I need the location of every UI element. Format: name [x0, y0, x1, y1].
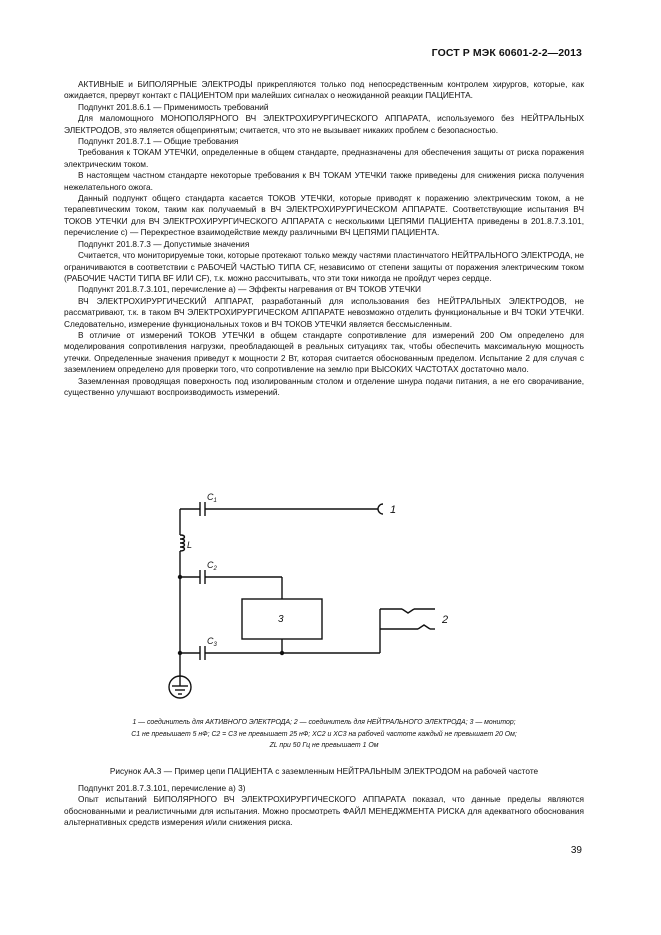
paragraph: Требования к ТОКАМ УТЕЧКИ, определенные в общем стандарте, предназначены для обеспечения защиты от риска поражения электрическим током. — [64, 147, 584, 169]
subclause-heading: Подпункт 201.8.7.1 — Общие требования — [78, 136, 239, 147]
inductor-symbol — [180, 535, 185, 551]
body-text — [64, 79, 584, 398]
connector-2-label: 2 — [442, 614, 449, 626]
connector-2-contact — [402, 609, 414, 613]
paragraph: Заземленная проводящая поверхность под изолированным столом и отделение шнура подачи питания, а не его сворачивание, существенно улучшают воспроизводимость измерений. — [64, 375, 584, 397]
figure-note-line: C1 не превышает 5 нФ; C2 = C3 не превышает 25 нФ; XC2 и XC3 на рабочей частоте каждый не превышает 20 Ом; — [131, 730, 517, 738]
c2-label: $C_2$ — [207, 560, 217, 572]
connector-1-symbol — [378, 504, 383, 514]
body-text-continued — [64, 783, 584, 829]
circuit-figure — [150, 487, 480, 707]
inductor-label: L — [187, 540, 193, 550]
junction-node — [178, 575, 182, 579]
paragraph: Считается, что мониторируемые токи, которые протекают только между частями пластинчатого НЕЙТРАЛЬНОГО ЭЛЕКТРОДА, не ограничиваются в соответствии с РАБОЧЕЙ ЧАСТЬЮ ТИПА CF, независимо от степени защиты от поражения электрическим током (РАБОЧИЕ ЧАСТИ ТИПА BF ИЛИ CF), т.к. можно рассчитывать, что эти токи никогда не пройдут через сердце. — [64, 250, 584, 283]
page-number: 39 — [570, 845, 582, 856]
paragraph: В настоящем частном стандарте некоторые требования к ВЧ ТОКАМ УТЕЧКИ также приведены для снижения риска получения нежелательного ожога. — [64, 170, 584, 192]
connector-2-contact — [418, 625, 430, 629]
c3-label: $C_3$ — [207, 636, 217, 648]
subclause-heading: Подпункт 201.8.7.3 — Допустимые значения — [78, 238, 250, 249]
junction-node — [178, 651, 182, 655]
monitor-label: 3 — [278, 614, 284, 625]
figure-note — [64, 717, 584, 752]
circuit-diagram — [150, 487, 480, 707]
subclause-heading: Подпункт 201.8.7.3.101, перечисление а) 3) — [78, 783, 246, 793]
paragraph: Данный подпункт общего стандарта касается ТОКОВ УТЕЧКИ, которые приводят к поражению электрическим током, а не терапевтическим током, таким как получаемый в ВЧ ЭЛЕКТРОХИРУРГИЧЕСКОМ АППАРАТЕ. Соответствующие испытания ВЧ ТОКОВ УТЕЧКИ для ВЧ ЭЛЕКТРОХИРУРГИЧЕСКОГО АППАРАТА с несколькими ЦЕПЯМИ ПАЦИЕНТА приведены в 201.8.7.3.101, перечисление с) — Перекрестное взаимодействие между различными ВЧ ЦЕПЯМИ ПАЦИЕНТА. — [64, 193, 584, 238]
paragraph: АКТИВНЫЕ и БИПОЛЯРНЫЕ ЭЛЕКТРОДЫ прикрепляются только под непосредственным контролем хирургов, которые, как ожидается, прервут контакт с ПАЦИЕНТОМ при малейших сигналах о неожиданной реакции ПАЦИЕНТА. — [64, 79, 584, 101]
figure-title: Рисунок АА.3 — Пример цепи ПАЦИЕНТА с заземленным НЕЙТРАЛЬНЫМ ЭЛЕКТРОДОМ на рабочей частоте — [109, 766, 539, 776]
paragraph: Опыт испытаний БИПОЛЯРНОГО ВЧ ЭЛЕКТРОХИРУРГИЧЕСКОГО АППАРАТА показал, что данные пределы являются обоснованными и реалистичными для испытания. Можно просмотреть ФАЙЛ МЕНЕДЖМЕНТА РИСКА для адекватного обоснования альтернативных средств измерения и/или снижения риска. — [64, 794, 584, 828]
paragraph: Для маломощного МОНОПОЛЯРНОГО ВЧ ЭЛЕКТРОХИРУРГИЧЕСКОГО АППАРАТА, используемого без НЕЙТРАЛЬНЫХ ЭЛЕКТРОДОВ, это является общепринятым; считается, что это не вызывает никаких проблем с безопасностью. — [64, 113, 584, 135]
document-header: ГОСТ Р МЭК 60601-2-2—2013 — [431, 47, 582, 59]
paragraph: В отличие от измерений ТОКОВ УТЕЧКИ в общем стандарте сопротивление для измерений 200 Ом определено для моделирования сопротивления нагрузки, преобладающей в реальных ситуациях так, чтобы обеспечить максимальную мощность утечки. Определенные значения приведут к мощности 2 Вт, которая считается обоснованным пределом. Испытание 2 для случая с заземлением определено для проверки того, что сопротивление на землю при ВЫСОКИХ ЧАСТОТАХ достаточно мало. — [64, 329, 584, 375]
paragraph: ВЧ ЭЛЕКТРОХИРУРГИЧЕСКИЙ АППАРАТ, разработанный для использования без НЕЙТРАЛЬНЫХ ЭЛЕКТРОДОВ, не рассматривают, т.к. в таком ВЧ ЭЛЕКТРОХИРУРГИЧЕСКОМ АППАРАТЕ невозможно отделить функциональные и ВЧ ТОКИ УТЕЧКИ. Следовательно, измерение функциональных токов и ВЧ ТОКОВ УТЕЧКИ является бессмысленным. — [64, 295, 584, 329]
connector-1-label: 1 — [390, 504, 397, 516]
c1-label: $C_1$ — [207, 492, 217, 504]
junction-node — [280, 651, 284, 655]
subclause-heading: Подпункт 201.8.7.3.101, перечисление а) — Эффекты нагревания от ВЧ ТОКОВ УТЕЧКИ — [78, 284, 422, 295]
figure-note-line: 1 — соединитель для АКТИВНОГО ЭЛЕКТРОДА; 2 — соединитель для НЕЙТРАЛЬНОГО ЭЛЕКТРОДА; 3 — монитор; — [132, 719, 516, 726]
figure-note-line: ZL при 50 Гц не превышает 1 Ом — [269, 742, 379, 749]
subclause-heading: Подпункт 201.8.6.1 — Применимость требований — [78, 101, 269, 112]
